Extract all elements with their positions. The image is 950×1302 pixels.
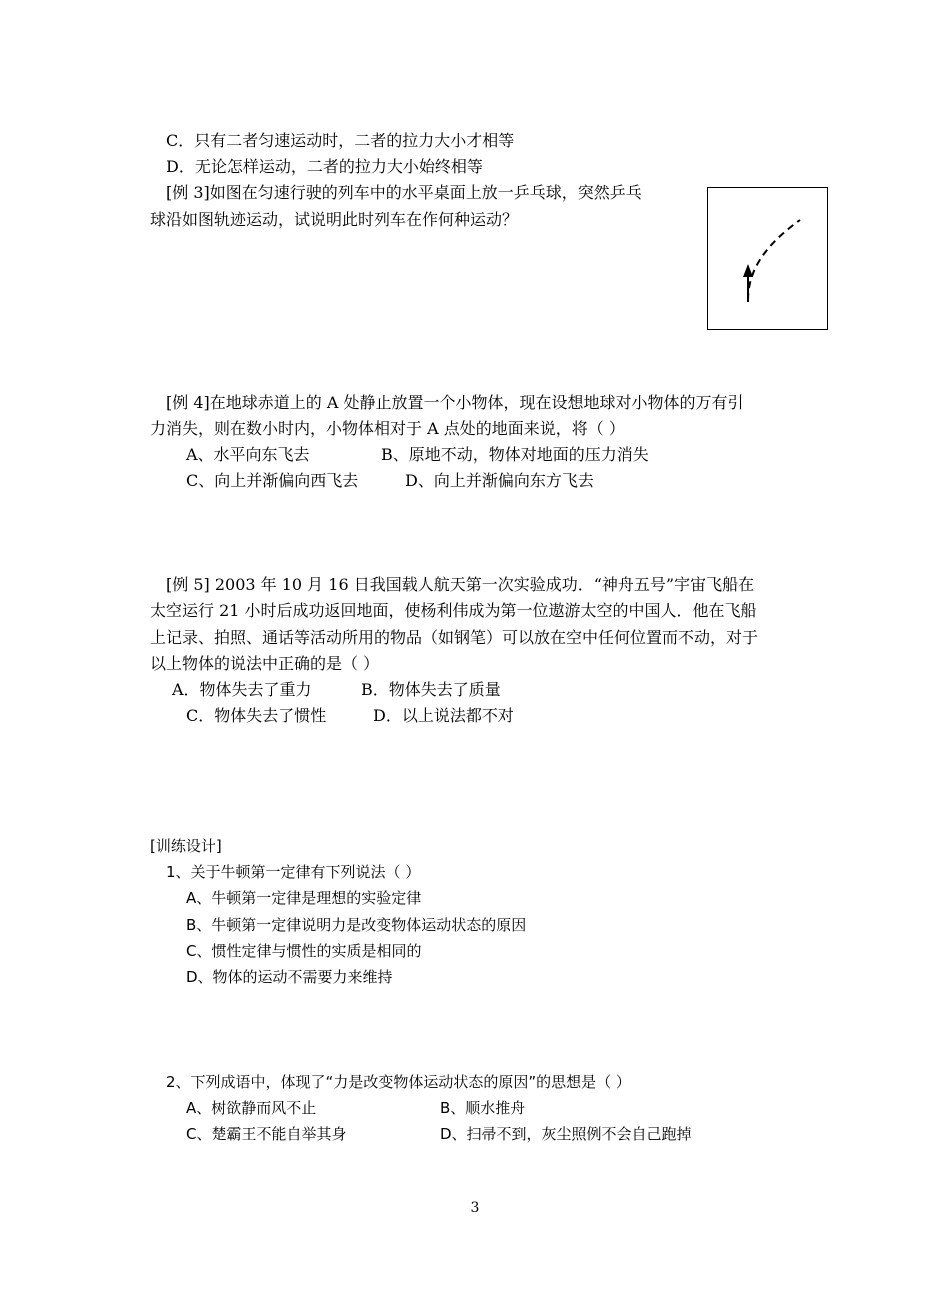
q1-option-b: B、牛顿第一定律说明力是改变物体运动状态的原因 — [186, 916, 527, 934]
ex5-option-a: A．物体失去了重力 — [172, 680, 312, 699]
ex3-text-line2: 球沿如图轨迹运动，试说明此时列车在作何种运动？ — [150, 210, 519, 229]
velocity-arrow-head-icon — [743, 264, 753, 277]
ex4-option-b: B、原地不动，物体对地面的压力消失 — [381, 445, 649, 464]
q1-option-a: A、牛顿第一定律是理想的实验定律 — [186, 889, 422, 907]
q2-stem: 2、下列成语中，体现了“力是改变物体运动状态的原因”的思想是（ ） — [166, 1073, 631, 1091]
ex5-text-line1: [例 5] 2003 年 10 月 16 日我国载人航天第一次实验成功．“神舟五号”宇宙飞船在 — [166, 575, 755, 594]
ex5-option-d: D．以上说法都不对 — [373, 706, 514, 725]
ex4-text-line1: [例 4]在地球赤道上的 A 处静止放置一个小物体，现在设想地球对小物体的万有引 — [166, 393, 744, 412]
ex5-option-b: B．物体失去了质量 — [361, 680, 501, 699]
training-heading: [训练设计] — [150, 837, 222, 855]
ex4-option-d: D、向上并渐偏向东方飞去 — [405, 471, 594, 490]
ex4-option-c: C、向上并渐偏向西飞去 — [186, 471, 359, 490]
ex5-text-line3: 上记录、拍照、通话等活动所用的物品（如钢笔）可以放在空中任何位置而不动，对于 — [150, 628, 759, 647]
ball-trajectory — [748, 220, 800, 300]
trajectory-diagram — [708, 188, 826, 328]
ex5-text-line2: 太空运行 21 小时后成功返回地面，使杨利伟成为第一位遨游太空的中国人．他在飞船 — [150, 601, 757, 620]
ex4-option-a: A、水平向东飞去 — [186, 445, 310, 464]
ex4-text-line2: 力消失，则在数小时内，小物体相对于 A 点处的地面来说，将（ ） — [150, 419, 625, 438]
q2-option-b: B、顺水推舟 — [440, 1099, 526, 1117]
q2-option-c: C、楚霸王不能自举其身 — [186, 1125, 347, 1143]
page-number: 3 — [470, 1200, 480, 1216]
q2-option-d: D、扫帚不到，灰尘照例不会自己跑掉 — [440, 1125, 692, 1143]
q1-option-c: C、惯性定律与惯性的实质是相同的 — [186, 942, 422, 960]
ex5-option-c: C．物体失去了惯性 — [186, 706, 327, 725]
ex2-option-c: C．只有二者匀速运动时，二者的拉力大小才相等 — [166, 131, 515, 150]
q2-option-a: A、树欲静而风不止 — [186, 1099, 317, 1117]
q1-option-d: D、物体的运动不需要力来维持 — [186, 968, 393, 986]
trajectory-figure — [707, 187, 828, 330]
ex3-text-line1: [例 3]如图在匀速行驶的列车中的水平桌面上放一乒乓球，突然乒乓 — [166, 183, 642, 202]
ex2-option-d: D．无论怎样运动，二者的拉力大小始终相等 — [166, 157, 483, 176]
q1-stem: 1、关于牛顿第一定律有下列说法（ ） — [166, 863, 421, 881]
ex5-text-line4: 以上物体的说法中正确的是（ ） — [150, 654, 380, 673]
